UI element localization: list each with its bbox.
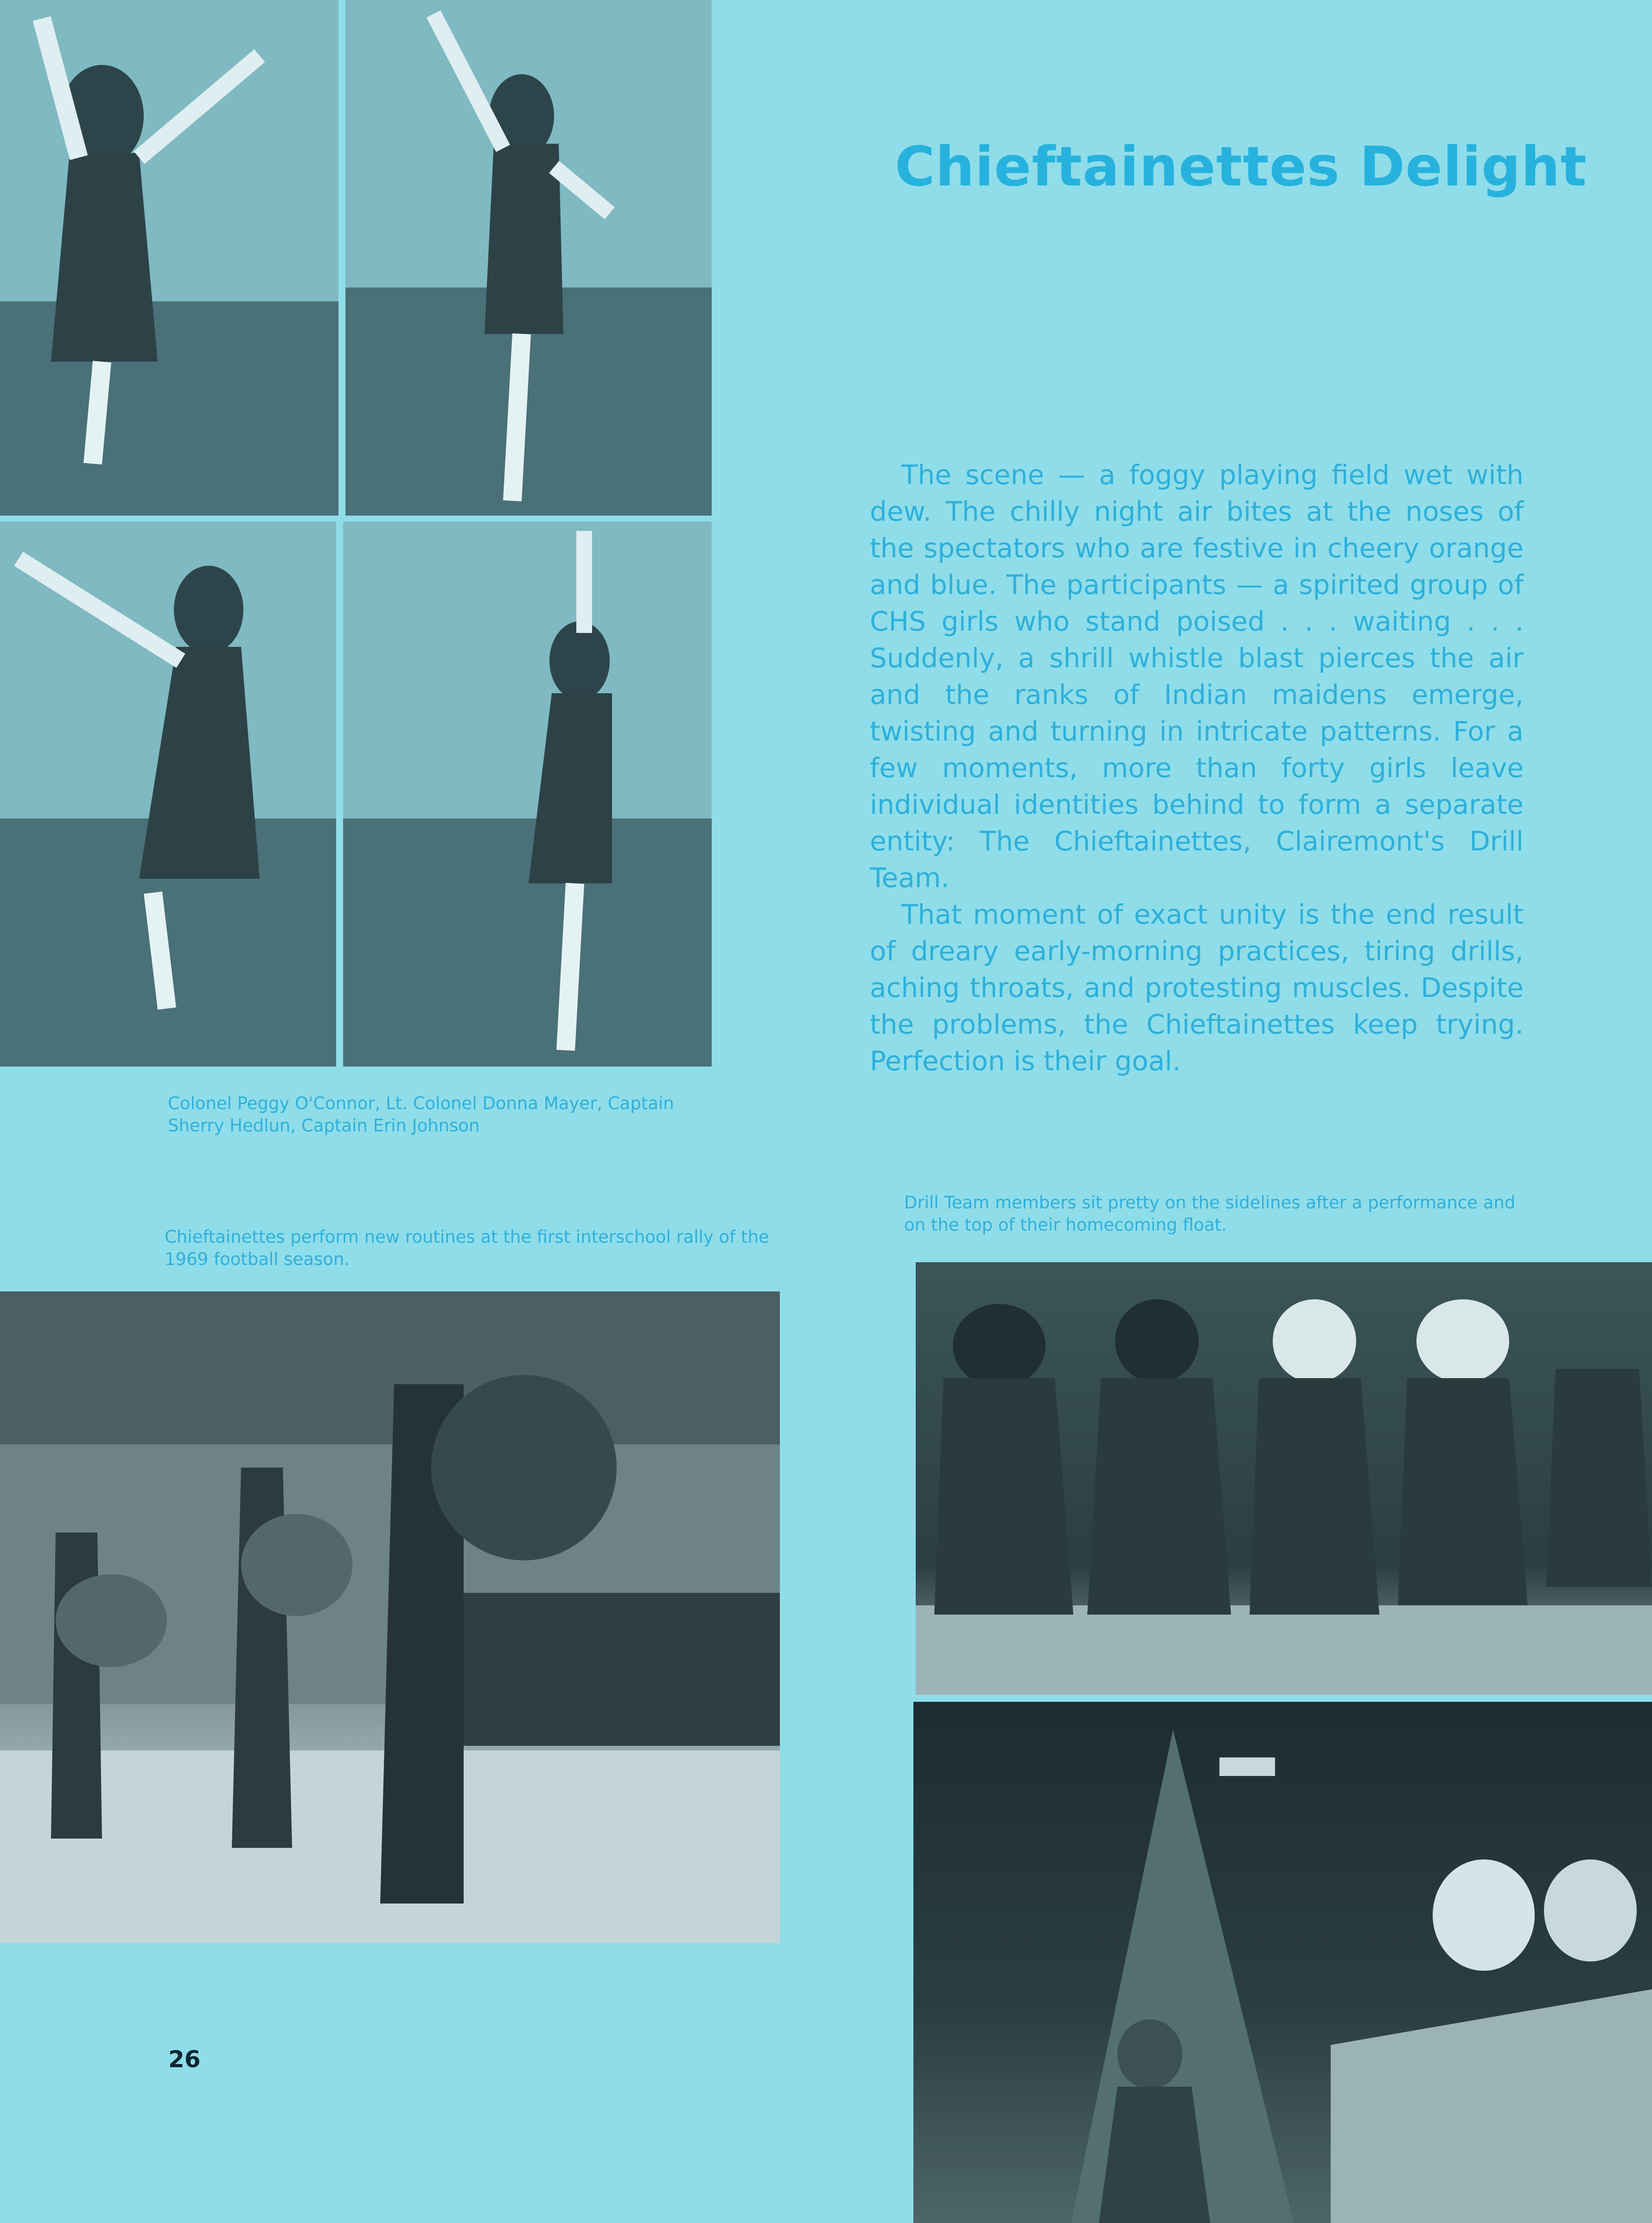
rally-caption: Chieftainettes perform new routines at the first interschool rally of the 1969 football season. (165, 1227, 769, 1269)
sidelines-photo (916, 1262, 1652, 1695)
officer-photo-4 (343, 522, 712, 1067)
officers-caption: Colonel Peggy O'Connor, Lt. Colonel Donna Mayer, Captain Sherry Hedlun, Captain Erin Johnson (168, 1093, 674, 1136)
homecoming-float-photo (913, 1702, 1652, 2223)
dancer-figure-graphic (343, 522, 712, 1067)
article-paragraph: The scene — a foggy playing field wet with dew. The chilly night air bites at the noses of the spectators who are festive in cheery orange and blue. The participants — a spirited group of CHS girls who stand poised . . . waiting . . . Suddenly, a shrill whistle blast pierces the air and the ranks of Indian maidens emerge, twisting and turning in intricate patterns. For a few moments, more than forty girls leave individual identities behind to form a separate entity: The Chieftainettes, Clairemont's Drill Team. (870, 459, 1524, 894)
gym-scene-graphic (0, 1291, 780, 1943)
officer-photo-1 (0, 0, 338, 516)
rally-photo (0, 1291, 780, 1943)
seated-team-graphic (916, 1262, 1652, 1695)
float-scene-graphic (913, 1702, 1652, 2223)
page-number: 26 (168, 2046, 201, 2073)
page-title: Chieftainettes Delight (895, 134, 1587, 198)
dancer-figure-graphic (345, 0, 712, 516)
officer-photo-3 (0, 522, 336, 1067)
dancer-figure-graphic (0, 0, 338, 516)
article-body (870, 457, 1524, 1080)
sidelines-caption: Drill Team members sit pretty on the sidelines after a performance and on the top of their homecoming float. (904, 1193, 1516, 1235)
officer-photo-2 (345, 0, 712, 516)
dancer-figure-graphic (0, 522, 336, 1067)
article-paragraph: That moment of exact unity is the end result of dreary early-morning practices, tiring drills, aching throats, and protesting muscles. Despite the problems, the Chieftainettes keep trying. Perfection is their goal. (870, 899, 1524, 1077)
